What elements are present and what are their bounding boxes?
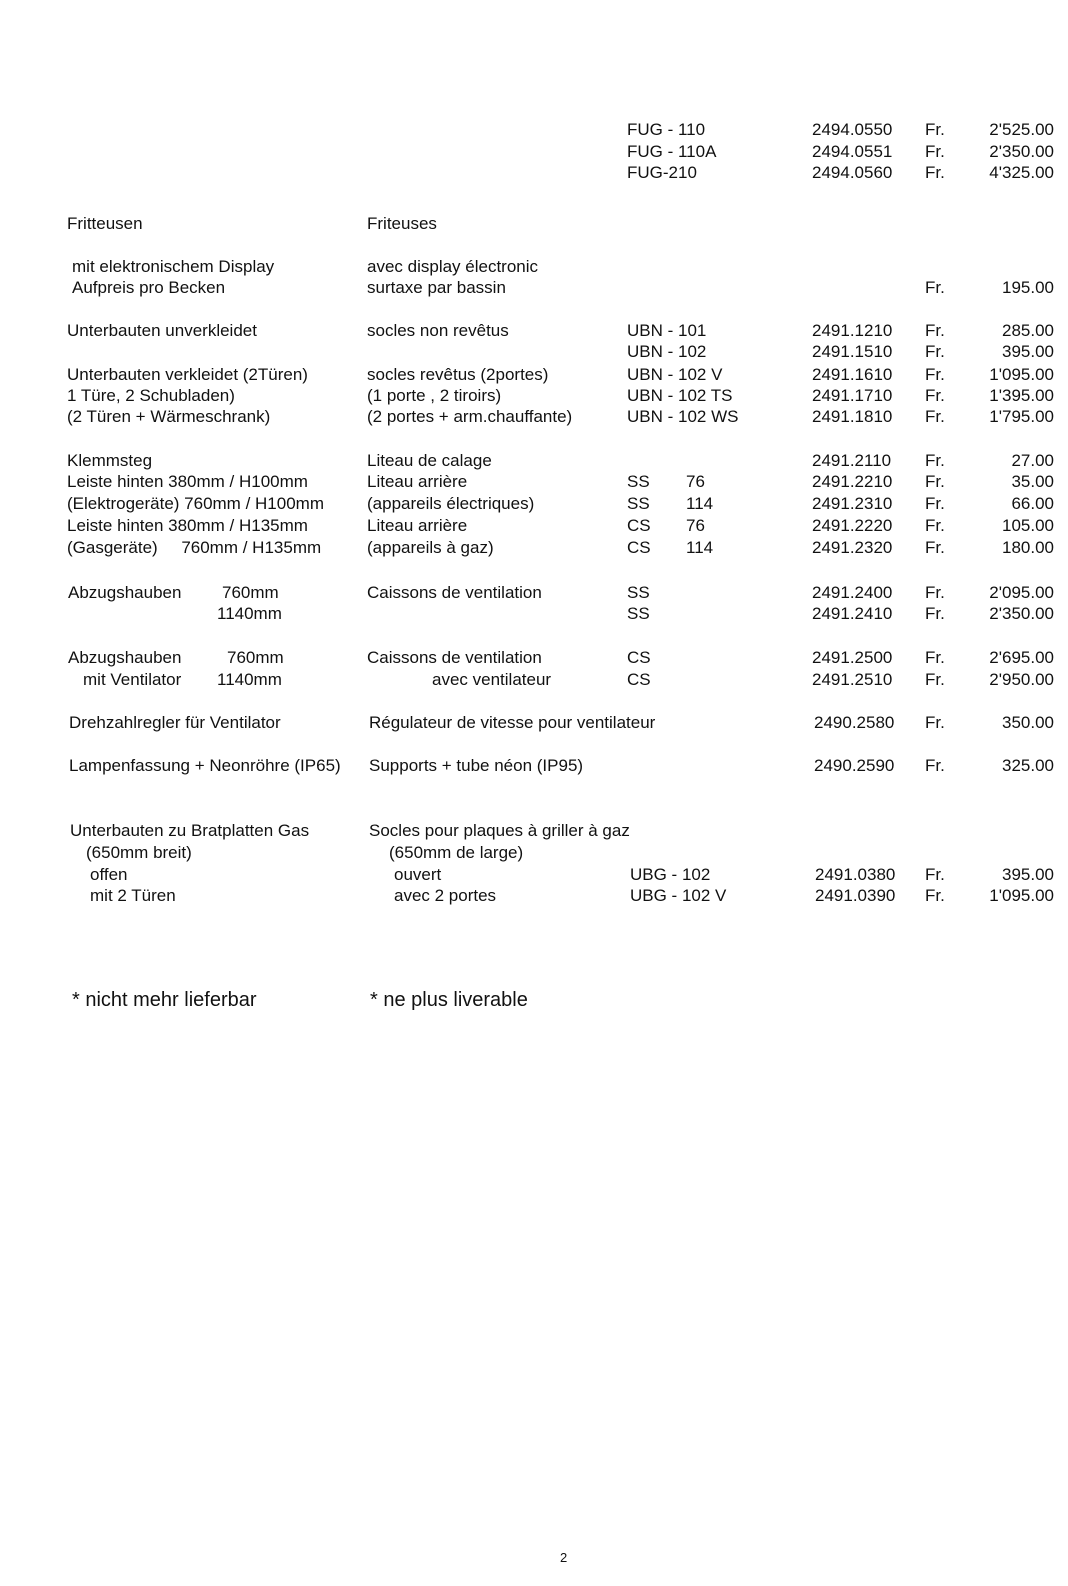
- article-number: 2494.0551: [812, 142, 893, 161]
- article-number: 2490.2590: [814, 756, 895, 775]
- hood-type: SS: [627, 604, 650, 623]
- currency: Fr.: [925, 386, 945, 405]
- strip-de: Leiste hinten 380mm / H100mm: [67, 472, 308, 491]
- strip-type: SS: [627, 472, 650, 491]
- fug-110a-row: [0, 141, 1068, 163]
- article-number: 2491.0380: [815, 865, 896, 884]
- model: UBN - 102 TS: [627, 386, 733, 405]
- bases-warmer-fr: (2 portes + arm.chauffante): [367, 407, 573, 426]
- price: 2'350.00: [989, 604, 1054, 623]
- strip-fr: Liteau de calage: [367, 451, 492, 470]
- hoods-fan-row: [0, 669, 1068, 691]
- fryers-surcharge-row: [0, 277, 1068, 299]
- strip-fr: Liteau arrière: [367, 516, 468, 535]
- model: FUG - 110: [627, 120, 706, 139]
- page-number: 2: [560, 1550, 568, 1565]
- bases-drawers-de: 1 Türe, 2 Schubladen): [67, 386, 235, 405]
- price: 1'795.00: [989, 407, 1054, 426]
- bases-warmer-de: (2 Türen + Wärmeschrank): [67, 407, 271, 426]
- article-number: 2491.2310: [812, 494, 893, 513]
- price: 180.00: [1002, 538, 1054, 557]
- grill-width-fr: (650mm de large): [389, 843, 524, 862]
- currency: Fr.: [925, 516, 945, 535]
- currency: Fr.: [925, 472, 945, 491]
- model: UBG - 102: [630, 865, 711, 884]
- article-number: 2491.2110: [812, 451, 892, 470]
- hoods-fr: Caissons de ventilation: [367, 583, 542, 602]
- bases-warmer-row: [0, 406, 1068, 428]
- note-de: * nicht mehr lieferbar: [72, 989, 257, 1011]
- currency: Fr.: [925, 365, 945, 384]
- price: 1'395.00: [989, 386, 1054, 405]
- hood-size: 1140mm: [217, 670, 282, 689]
- article-number: 2491.1710: [812, 386, 893, 405]
- fug-210-row: [0, 162, 1068, 184]
- grill-open-de: offen: [90, 865, 128, 884]
- price: 2'950.00: [989, 670, 1054, 689]
- strip-de: Leiste hinten 380mm / H135mm: [67, 516, 308, 535]
- grill-open-fr: ouvert: [394, 865, 442, 884]
- grill-doors-de: mit 2 Türen: [90, 886, 176, 905]
- article-number: 2491.2400: [812, 583, 893, 602]
- strip-row: [0, 471, 1068, 493]
- hoods-de: Abzugshauben: [68, 583, 182, 602]
- bases-clad-de: Unterbauten verkleidet (2Türen): [67, 365, 308, 384]
- strip-de: (Elektrogeräte) 760mm / H100mm: [67, 494, 324, 513]
- price: 2'525.00: [989, 120, 1054, 139]
- currency: Fr.: [925, 163, 945, 182]
- currency: Fr.: [925, 756, 945, 775]
- article-number: 2494.0550: [812, 120, 893, 139]
- price: 66.00: [1011, 494, 1054, 513]
- bases-drawers-row: [0, 385, 1068, 407]
- display-option-fr: avec display électronic: [367, 257, 539, 276]
- fryers-heading-fr: Friteuses: [367, 214, 437, 233]
- currency: Fr.: [925, 670, 945, 689]
- hoods-fan-sub-de: mit Ventilator: [83, 670, 182, 689]
- bases-drawers-fr: (1 porte , 2 tiroirs): [367, 386, 502, 405]
- lamp-de: Lampenfassung + Neonröhre (IP65): [69, 756, 341, 775]
- article-number: 2491.2320: [812, 538, 893, 557]
- model: UBN - 102 WS: [627, 407, 739, 426]
- hoods-fan-sub-fr: avec ventilateur: [432, 670, 552, 689]
- currency: Fr.: [925, 648, 945, 667]
- lamp-row: [0, 755, 1068, 777]
- article-number: 2491.2220: [812, 516, 893, 535]
- currency: Fr.: [925, 604, 945, 623]
- display-option-de: mit elektronischem Display: [72, 257, 275, 276]
- hoods-fan-fr: Caissons de ventilation: [367, 648, 542, 667]
- article-number: 2491.1810: [812, 407, 893, 426]
- price: 195.00: [1002, 278, 1054, 297]
- article-number: 2491.2510: [812, 670, 893, 689]
- currency: Fr.: [925, 142, 945, 161]
- bases-clad-fr: socles revêtus (2portes): [367, 365, 549, 384]
- bases-unclad-row: [0, 320, 1068, 342]
- strip-type: CS: [627, 516, 651, 535]
- hoods-row: [0, 603, 1068, 625]
- grill-bases-de: Unterbauten zu Bratplatten Gas: [70, 821, 310, 840]
- grill-bases-row: [0, 820, 1068, 842]
- strip-fr: (appareils à gaz): [367, 538, 494, 557]
- price: 1'095.00: [989, 886, 1054, 905]
- strip-type: SS: [627, 494, 650, 513]
- price: 27.00: [1011, 451, 1054, 470]
- price: 4'325.00: [989, 163, 1054, 182]
- strip-row: [0, 515, 1068, 537]
- fryers-heading-de: Fritteusen: [67, 214, 143, 233]
- regulator-fr: Régulateur de vitesse pour ventilateur: [369, 713, 656, 732]
- currency: Fr.: [925, 538, 945, 557]
- currency: Fr.: [925, 120, 945, 139]
- price: 2'095.00: [989, 583, 1054, 602]
- fryers-display-row: [0, 256, 1068, 278]
- article-number: 2491.2410: [812, 604, 893, 623]
- strip-de: Klemmsteg: [67, 451, 153, 470]
- currency: Fr.: [925, 407, 945, 426]
- article-number: 2494.0560: [812, 163, 893, 182]
- strip-row: [0, 450, 1068, 472]
- price: 395.00: [1002, 865, 1054, 884]
- article-number: 2491.1210: [812, 321, 893, 340]
- model: UBN - 102: [627, 342, 707, 361]
- article-number: 2491.1510: [812, 342, 893, 361]
- hood-type: CS: [627, 670, 651, 689]
- fryers-heading-row: [0, 213, 1068, 235]
- hood-type: CS: [627, 648, 651, 667]
- hoods-row: [0, 582, 1068, 604]
- strip-size: 114: [686, 538, 714, 557]
- currency: Fr.: [925, 278, 945, 297]
- regulator-row: [0, 712, 1068, 734]
- article-number: 2490.2580: [814, 713, 895, 732]
- bases-unclad-fr: socles non revêtus: [367, 321, 509, 340]
- bases-clad-row: [0, 364, 1068, 386]
- currency: Fr.: [925, 865, 945, 884]
- grill-doors-fr: avec 2 portes: [394, 886, 497, 905]
- grill-bases-width-row: [0, 842, 1068, 864]
- model: UBN - 102 V: [627, 365, 723, 384]
- availability-note-row: [0, 987, 1068, 1013]
- strip-fr: Liteau arrière: [367, 472, 468, 491]
- currency: Fr.: [925, 342, 945, 361]
- price: 350.00: [1002, 713, 1054, 732]
- price: 395.00: [1002, 342, 1054, 361]
- hood-size: 760mm: [227, 648, 284, 667]
- regulator-de: Drehzahlregler für Ventilator: [69, 713, 281, 732]
- currency: Fr.: [925, 451, 945, 470]
- hoods-fan-row: [0, 647, 1068, 669]
- bases-unclad-de: Unterbauten unverkleidet: [67, 321, 257, 340]
- strip-size: 76: [686, 472, 705, 491]
- grill-bases-fr: Socles pour plaques à griller à gaz: [369, 821, 630, 840]
- currency: Fr.: [925, 886, 945, 905]
- article-number: 2491.2210: [812, 472, 893, 491]
- currency: Fr.: [925, 583, 945, 602]
- strip-de: (Gasgeräte) 760mm / H135mm: [67, 538, 322, 557]
- hood-size: 760mm: [222, 583, 279, 602]
- grill-bases-open-row: [0, 864, 1068, 886]
- strip-size: 76: [686, 516, 705, 535]
- price: 2'350.00: [989, 142, 1054, 161]
- price: 35.00: [1011, 472, 1054, 491]
- price: 325.00: [1002, 756, 1054, 775]
- currency: Fr.: [925, 321, 945, 340]
- model: FUG - 110A: [627, 142, 717, 161]
- strip-type: CS: [627, 538, 651, 557]
- model: UBN - 101: [627, 321, 707, 340]
- fug-110-row: [0, 119, 1068, 141]
- currency: Fr.: [925, 713, 945, 732]
- strip-row: [0, 537, 1068, 559]
- article-number: 2491.1610: [812, 365, 893, 384]
- hoods-fan-de: Abzugshauben: [68, 648, 182, 667]
- currency: Fr.: [925, 494, 945, 513]
- grill-bases-doors-row: [0, 885, 1068, 907]
- hood-size: 1140mm: [217, 604, 282, 623]
- note-fr: * ne plus liverable: [370, 989, 528, 1011]
- hood-type: SS: [627, 583, 650, 602]
- model: FUG-210: [627, 163, 697, 182]
- price: 2'695.00: [989, 648, 1054, 667]
- article-number: 2491.0390: [815, 886, 896, 905]
- strip-row: [0, 493, 1068, 515]
- model: UBG - 102 V: [630, 886, 727, 905]
- strip-size: 114: [686, 494, 714, 513]
- price: 285.00: [1002, 321, 1054, 340]
- article-number: 2491.2500: [812, 648, 893, 667]
- surcharge-de: Aufpreis pro Becken: [72, 278, 226, 297]
- price: 1'095.00: [989, 365, 1054, 384]
- surcharge-fr: surtaxe par bassin: [367, 278, 506, 297]
- strip-fr: (appareils électriques): [367, 494, 535, 513]
- grill-width-de: (650mm breit): [86, 843, 192, 862]
- bases-ubn-102-row: [0, 341, 1068, 363]
- price: 105.00: [1002, 516, 1054, 535]
- lamp-fr: Supports + tube néon (IP95): [369, 756, 584, 775]
